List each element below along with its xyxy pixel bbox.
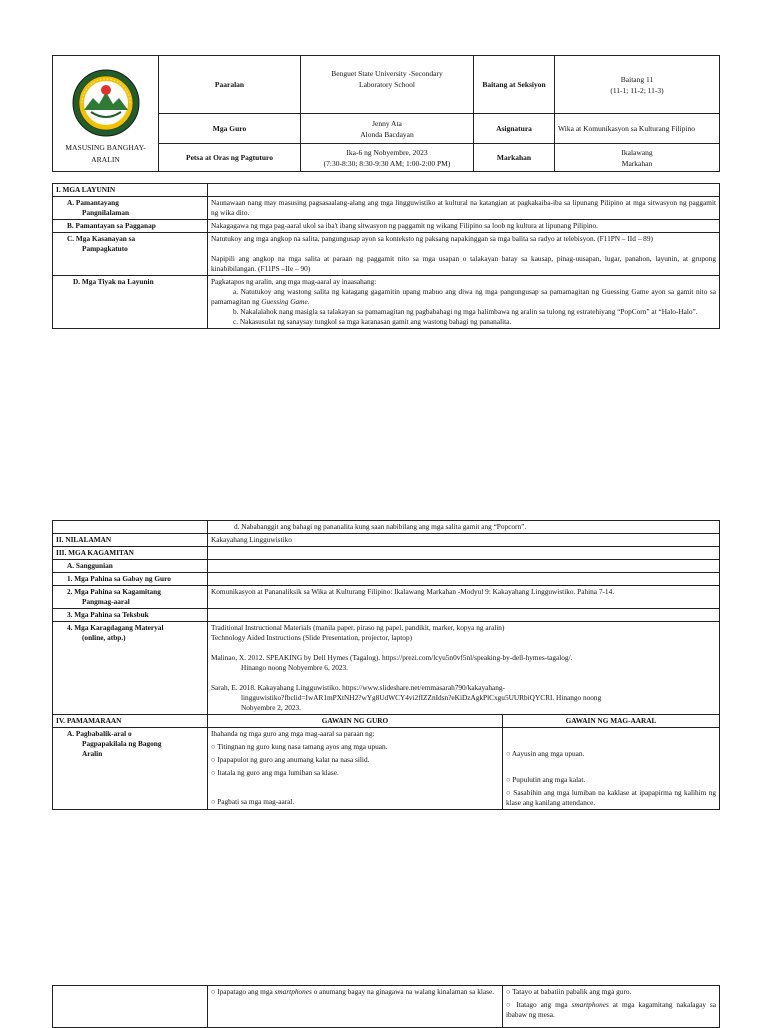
teksbuk-label: 3. Mga Pahina sa Teksbuk (53, 609, 208, 622)
guro-item-2: ○ Ipapapulot ng guro ang anumang kalat na nasa silid. (211, 755, 370, 764)
markahan-value-line1: Ikalawang (621, 147, 653, 157)
pamantayang-pangnilalaman-text: Naunawaan nang may masusing pagsasaalang-alang ang mga lingguwistiko at kultural na katangian at pagkakaiba-iba sa lipunang Pilipino at mga sitwasyon ng paggamit ng wika dito. (208, 197, 720, 220)
kasanayan-label-line1: C. Mga Kasanayan sa (67, 234, 136, 243)
page3-section (52, 985, 720, 1028)
karagdagang-materyal-text (208, 622, 720, 715)
gabay-guro-label: 1. Mga Pahina sa Gabay ng Guro (53, 573, 208, 586)
guro-item-3: ○ Itatala ng guro ang mga lumiban sa klase. (211, 768, 339, 777)
magaaral-item-2: ○ Pupulutin ang mga kalat. (506, 775, 586, 784)
markahan-value (555, 144, 720, 172)
magaaral-item-4: ○ Tatayo at babatiin pabalik ang mga guro. (506, 987, 632, 996)
petsa-value (301, 144, 474, 172)
doc-title-line1: MASUSING BANGHAY- (65, 143, 146, 152)
tiyak-item-d: d. Nababanggit ang bahagi ng pananalita kung saan nabibilang ang mga salita gamit ang “Popcorn”. (208, 521, 720, 534)
petsa-label: Petsa at Oras ng Pagtuturo (159, 144, 301, 172)
magaaral-item-5-text-end: at mga kagamitang nakalagay sa ibabaw ng mesa. (506, 1000, 716, 1019)
pamantayan-pagganap-text: Nakagagawa ng mga pag-aaral ukol sa iba't ibang sitwasyon ng paggamit ng wikang Filipino sa loob ng kultura at lipunang Pilipino. (208, 220, 720, 233)
nilalaman-heading: II. NILALAMAN (53, 534, 208, 547)
guro-item-5 (211, 987, 499, 997)
logo-cell (53, 56, 159, 172)
tiyak-item-a (211, 287, 716, 307)
paaralan-value-line2: Laboratory School (358, 79, 416, 89)
baitang-value-line1: Baitang 11 (620, 74, 654, 84)
pamantayan-pagganap-label: B. Pamantayan sa Pagganap (53, 220, 208, 233)
tiyak-item-a-emphasis: Guessing Game. (261, 297, 310, 306)
reference-2-retrieved: Nobyembre 2, 2023. (241, 703, 301, 712)
kasanayan-text-1: Natutukoy ang mga angkop na salita, pangungusap ayon sa konteksto ng paksang napakinggan sa mga balita sa radyo at telebisyon. (F11PN – IId – 89) (211, 234, 653, 243)
reference-1: Malinao, X. 2012. SPEAKING by Dell Hymes (Tagalog). https://prezi.com/lcyu5n0vf5nl/speaking-by-dell-hymes-tagalog/. (211, 653, 573, 662)
magaaral-item-5 (506, 1000, 716, 1020)
baitang-label: Baitang at Seksiyon (474, 56, 555, 114)
guro-item-5-text: ○ Ipapatago ang mga (211, 987, 275, 996)
kagamitang-pangmagaaral-label-line1: 2. Mga Pahina sa Kagamitang (67, 587, 161, 596)
pamamaraan-heading: IV. PAMAMARAAN (53, 715, 208, 728)
pagbabalik-aral-label-line2: Pagpapakilala ng Bagong (82, 739, 162, 748)
page3-table (52, 985, 720, 1028)
guro-value (301, 114, 474, 144)
markahan-label: Markahan (474, 144, 555, 172)
karagdagang-materyal-label-line1: 4. Mga Karagdagang Materyal (67, 623, 164, 632)
magaaral-item-5-text: ○ Itatago ang mga (506, 1000, 572, 1009)
kasanayan-text-2: Napipili ang angkop na mga salita at paraan ng paggamit nito sa mga usapan o talakayan batay sa kausap, pinag-uusapan, lugar, panahon, layunin, at grupong kinabibilangan. (F11PS –IIe – 90) (211, 254, 716, 273)
materyal-technology: Technology Aided Instructions (Slide Presentation, projector, laptop) (211, 633, 413, 642)
layunin-table (52, 183, 720, 329)
guro-intro: Ihahanda ng mga guro ang mga mag-aaral sa paraan ng: (211, 729, 375, 738)
kasanayan-text (208, 233, 720, 276)
sanggunian-label: A. Sanggunian (53, 560, 208, 573)
karagdagang-materyal-label-line2: (online, atbp.) (82, 633, 126, 642)
layunin-heading-blank (208, 184, 720, 197)
tiyak-item-b: b. Nakalalahok nang masigla sa talakayan sa pamamagitan ng pagbabahagi ng mga halimbawa ng aralin sa tulong ng estratehiyang “PopCorn” at “Halo-Halo”. (233, 307, 698, 316)
tiyak-intro: Pagkatapos ng aralin, ang mga mag-aaral ay inaasahang: (211, 277, 377, 286)
tiyak-item-c: c. Nakasusulat ng sanaysay tungkol sa mga karanasan gamit ang wastong bahagi ng pananalita. (233, 317, 512, 326)
paaralan-value-line1: Benguet State University -Secondary (331, 68, 443, 78)
gawain-guro-continued (208, 986, 503, 1028)
pagbabalik-aral-label-line3: Aralin (82, 749, 103, 758)
teksbuk-blank (208, 609, 720, 622)
doc-title-line2: ARALIN (91, 155, 120, 164)
kasanayan-label-line2: Pampagkatuto (82, 244, 128, 253)
kagamitang-pangmagaaral-label-line2: Pangmag-aaral (82, 597, 130, 606)
materyal-traditional: Traditional Instructional Materials (manila paper, piraso ng papel, pandikit, marker, kopya ng aralin) (211, 623, 505, 632)
magaaral-item-5-emphasis: smartphones (571, 1000, 609, 1009)
tiyak-continued-blank (53, 521, 208, 534)
guro-label: Mga Guro (159, 114, 301, 144)
tiyak-item-a-text: a. Natutukoy ang wastong salita ng katagang gagamitin upang mabuo ang diwa ng mga pangungusap sa pamamagitan ng Guessing Game ayon sa gamit nito sa pamamagitan ng (211, 287, 716, 306)
kagamitan-heading: III. MGA KAGAMITAN (53, 547, 208, 560)
karagdagang-materyal-label (53, 622, 208, 715)
layunin-heading: I. MGA LAYUNIN (53, 184, 208, 197)
gawain-magaaral-continued (503, 986, 720, 1028)
baitang-value-line2: (11-1; 11-2; 11-3) (610, 85, 664, 95)
paaralan-value (301, 56, 474, 114)
reference-1-retrieved: Hinango noong Nobyembre 6, 2023. (241, 663, 349, 672)
page2-section (52, 520, 720, 810)
nilalaman-value: Kakayahang Lingguwistiko (208, 534, 720, 547)
header-table (52, 55, 720, 172)
petsa-value-line2: (7:30-8:30; 8:30-9:30 AM; 1:00-2:00 PM) (323, 158, 451, 168)
gawain-guro-column-header: GAWAIN NG GURO (208, 715, 503, 728)
pamantayang-pangnilalaman-label-line1: A. Pamantayang (67, 198, 119, 207)
baitang-value (555, 56, 720, 114)
header-block (52, 55, 720, 172)
pagbabalik-aral-label-line1: A. Pagbabalik-aral o (67, 729, 132, 738)
gawain-magaaral-column-header: GAWAIN NG MAG-AARAL (503, 715, 720, 728)
petsa-value-line1: Ika-6 ng Nobyembre, 2023 (346, 147, 428, 157)
gabay-guro-blank (208, 573, 720, 586)
guro-item-5-text-end: o anumang bagay na ginagawa na walang kinalaman sa klase. (311, 987, 495, 996)
gawain-magaaral-cell (503, 728, 720, 810)
guro-item-5-emphasis: smartphones (274, 987, 312, 996)
guro-value-line1: Jenny Ata (372, 118, 402, 128)
kagamitang-pangmagaaral-text: Komunikasyon at Pananaliksik sa Wika at Kulturang Filipino: Ikalawang Markahan -Modyul 9: Kakayahang Lingguwistiko. Pahina 7-14. (208, 586, 720, 609)
magaaral-item-1: ○ Aayusin ang mga upuan. (506, 749, 585, 758)
tiyak-na-layunin-text (208, 276, 720, 329)
pamantayang-pangnilalaman-label-line2: Pangnilalaman (82, 208, 130, 217)
layunin-section (52, 183, 720, 329)
guro-value-line2: Alonda Bacdayan (360, 129, 414, 139)
page2-table (52, 520, 720, 810)
guro-item-4: ○ Pagbati sa mga mag-aaral. (211, 797, 295, 806)
kagamitan-heading-blank (208, 547, 720, 560)
reference-2-url: lingguwistiko?fbclid=IwAR1mPXtNH2?wYg8UdWCY4vi2fIZZnIdsn?eKiDzAgkPlCxgu5UURbiQYCRI. Hinango noong (241, 693, 602, 702)
asignatura-label: Asignatura (474, 114, 555, 144)
tiyak-na-layunin-label: D. Mga Tiyak na Layunin (53, 276, 208, 329)
kagamitang-pangmagaaral-label (53, 586, 208, 609)
magaaral-item-3: ○ Sasabihin ang mga lumiban na kaklase at ipapapirma ng kalihim ng klase ang kanilang attendance. (506, 788, 717, 807)
benguet-state-university-seal-icon (71, 68, 141, 138)
pagbabalik-aral-label (53, 728, 208, 810)
guro-item-1: ○ Titingnan ng guro kung nasa tamang ayos ang mga upuan. (211, 742, 388, 751)
sanggunian-blank (208, 560, 720, 573)
university-seal (56, 62, 155, 138)
page3-label-blank (53, 986, 208, 1028)
kasanayan-label (53, 233, 208, 276)
gawain-guro-cell (208, 728, 503, 810)
pamantayang-pangnilalaman-label (53, 197, 208, 220)
markahan-value-line2: Markahan (621, 158, 653, 168)
asignatura-value: Wika at Komunikasyon sa Kulturang Filipino (555, 114, 720, 144)
reference-2: Sarah, E. 2018. Kakayahang Lingguwistiko. https://www.slideshare.net/emmasarah790/kakayahang- (211, 683, 505, 692)
paaralan-label: Paaralan (159, 56, 301, 114)
